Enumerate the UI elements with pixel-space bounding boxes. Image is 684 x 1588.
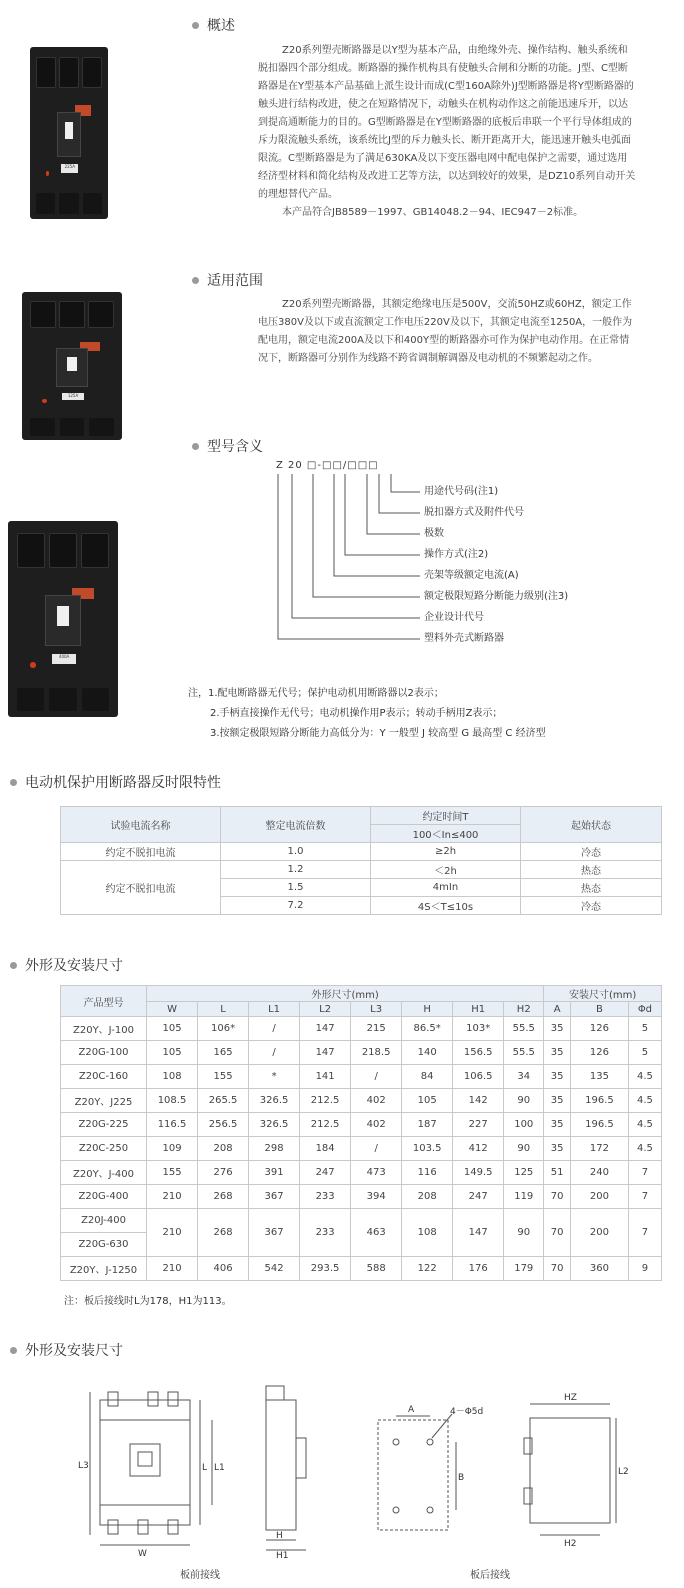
dim-b: B	[458, 1473, 465, 1483]
t1-cell: 1.5	[221, 879, 371, 897]
dimensions-table	[60, 985, 662, 1281]
table-row	[61, 1185, 662, 1209]
t2-cell: 268	[198, 1209, 249, 1257]
drawings-heading	[10, 1340, 123, 1360]
model-code-diagram	[270, 460, 430, 650]
t2-cell: 233	[300, 1209, 351, 1257]
dim-w: W	[138, 1549, 147, 1559]
t2-cell: 103*	[453, 1017, 504, 1041]
product-image-1	[30, 47, 108, 219]
t2-cell: 35	[544, 1113, 571, 1137]
t2-cell: 35	[544, 1065, 571, 1089]
t1-header-multiple: 整定电流倍数	[221, 807, 371, 843]
t2-cell: 70	[544, 1257, 571, 1281]
table-row	[61, 1113, 662, 1137]
t2-cell: 276	[198, 1161, 249, 1185]
t2-cell: 55.5	[504, 1017, 544, 1041]
t2-cell: 90	[504, 1209, 544, 1257]
dimension-drawings	[60, 1380, 660, 1560]
t2-cell: 256.5	[198, 1113, 249, 1137]
t2-cell: 35	[544, 1137, 571, 1161]
product-image-2	[22, 292, 122, 440]
t2-cell: 4.5	[628, 1137, 661, 1161]
t2-cell: 155	[198, 1065, 249, 1089]
t2-cell: 105	[147, 1041, 198, 1065]
t2-cell: 34	[504, 1065, 544, 1089]
dim-l: L	[202, 1463, 208, 1473]
bullet-icon	[192, 22, 199, 29]
t2-subheader: B	[571, 1002, 629, 1017]
t2-subheader: L1	[249, 1002, 300, 1017]
t2-cell: /	[351, 1065, 402, 1089]
table-row	[61, 1161, 662, 1185]
table-row	[61, 861, 662, 879]
t2-subheader: H2	[504, 1002, 544, 1017]
t2-subheader: A	[544, 1002, 571, 1017]
drawings-title: 外形及安装尺寸	[25, 1343, 123, 1359]
t2-model-cell: Z20C-250	[61, 1137, 147, 1161]
t2-subheader: Φd	[628, 1002, 661, 1017]
t2-cell: 106*	[198, 1017, 249, 1041]
model-labels	[424, 485, 568, 653]
t2-cell: 196.5	[571, 1113, 629, 1137]
t2-cell: 70	[544, 1185, 571, 1209]
t2-cell: 176	[453, 1257, 504, 1281]
model-label-8: 塑料外壳式断路器	[424, 633, 504, 644]
t2-cell: 4.5	[628, 1065, 661, 1089]
t2-cell: 463	[351, 1209, 402, 1257]
t2-cell: 106.5	[453, 1065, 504, 1089]
scope-text	[258, 296, 636, 368]
t2-cell: 212.5	[300, 1113, 351, 1137]
t1-cell: ＜2h	[371, 861, 521, 879]
t2-cell: 394	[351, 1185, 402, 1209]
table1-title: 电动机保护用断路器反时限特性	[25, 775, 221, 791]
t2-subheader: L3	[351, 1002, 402, 1017]
t2-cell: 402	[351, 1089, 402, 1113]
t2-cell: 7	[628, 1185, 661, 1209]
t2-cell: 35	[544, 1089, 571, 1113]
t2-cell: 360	[571, 1257, 629, 1281]
t2-model-cell: Z20Y、J-1250	[61, 1257, 147, 1281]
t2-cell: 135	[571, 1065, 629, 1089]
t1-cell: 约定不脱扣电流	[61, 861, 221, 915]
table2-title: 外形及安装尺寸	[25, 958, 123, 974]
t2-cell: 473	[351, 1161, 402, 1185]
t2-cell: 215	[351, 1017, 402, 1041]
table2-note: 注：板后接线时L为178，H1为113。	[64, 1296, 232, 1307]
t2-cell: 4.5	[628, 1089, 661, 1113]
t2-model-cell: Z20G-225	[61, 1113, 147, 1137]
t2-cell: 70	[544, 1209, 571, 1257]
t2-cell: 298	[249, 1137, 300, 1161]
t2-cell: 406	[198, 1257, 249, 1281]
t2-cell: 109	[147, 1137, 198, 1161]
dim-l1: L1	[214, 1463, 225, 1473]
t2-header-install: 安装尺寸(mm)	[544, 986, 662, 1002]
t2-subheader: H1	[453, 1002, 504, 1017]
scope-paragraph: Z20系列塑壳断路器，其额定绝缘电压是500V，交流50HZ或60HZ，额定工作电压380V及以下或直流额定工作电压220V及以下，其额定电流至1250A，一般作为配电用，额定电流200A及以下和400Y型的断路器亦可作为保护电动作用。在正常情况下，断路器可分别作为线路不跨省调制解调器及电动机的不频繁起动之作。	[258, 299, 633, 364]
t2-cell: 542	[249, 1257, 300, 1281]
t1-cell: ≥2h	[371, 843, 521, 861]
model-code: Z 20 □-□□/□□□	[276, 460, 379, 471]
table-row	[61, 1017, 662, 1041]
t2-cell: 227	[453, 1113, 504, 1137]
t2-cell: 179	[504, 1257, 544, 1281]
scope-title: 适用范围	[207, 273, 263, 289]
dim-h: H	[276, 1531, 283, 1541]
table-row	[61, 1041, 662, 1065]
t2-subheader: L	[198, 1002, 249, 1017]
overview-paragraph-2: 本产品符合JB8589－1997、GB14048.2－94、IEC947－2标准。	[282, 207, 584, 218]
t2-cell: 141	[300, 1065, 351, 1089]
dim-hole: 4－Φ5d	[450, 1407, 484, 1417]
overview-heading	[192, 15, 235, 35]
t2-cell: 108.5	[147, 1089, 198, 1113]
t2-model-cell: Z20G-630	[61, 1233, 147, 1257]
overview-paragraph-1: Z20系列塑壳断路器是以Y型为基本产品，由绝缘外壳、操作结构、触头系统和脱扣器四个部分组成。断路器的操作机构具有使触头合闸和分断的功能。J型、C型断路器是在Y型基本产品基础上派生设计而成(C型160A除外)J型断路器是将Y型断路器的触头进行结构改进，使之在短路情况下，动触头在机构动作这之前能迅速斥开，以达到提高通断能力的目的。G型断路器是在Y型断路器的底板后串联一个平行导体组成的斥力限流触头系统，该系统比J型的斥力触头长、断开距离开大，能迅速开触头电弧面限流。C型断路器是为了满足630KA及以下变压器电网中配电保护之需要，通过选用经济型材料和简化结构及改进工艺等方法，以达到较好的效果，是DZ10系列自动开关的理想替代产品。	[258, 45, 636, 200]
product-rating-2: 125A	[62, 393, 84, 400]
bullet-icon	[10, 962, 17, 969]
t2-cell: 326.5	[249, 1113, 300, 1137]
dim-l2: L2	[618, 1467, 629, 1477]
scope-heading	[192, 270, 263, 290]
t2-cell: 5	[628, 1017, 661, 1041]
t2-cell: 200	[571, 1209, 629, 1257]
dim-h2: H2	[564, 1539, 577, 1549]
t2-cell: 108	[147, 1065, 198, 1089]
t2-cell: 116	[402, 1161, 453, 1185]
caption-front-wiring: 板前接线	[180, 1570, 220, 1581]
t2-cell: 116.5	[147, 1113, 198, 1137]
bullet-icon	[192, 277, 199, 284]
t1-header-state: 起始状态	[521, 807, 662, 843]
t2-cell: 126	[571, 1017, 629, 1041]
t2-header-model: 产品型号	[61, 986, 147, 1017]
t2-cell: /	[249, 1017, 300, 1041]
t2-cell: 126	[571, 1041, 629, 1065]
table-row	[61, 1257, 662, 1281]
t2-cell: 210	[147, 1257, 198, 1281]
bullet-icon	[192, 443, 199, 450]
t2-cell: 172	[571, 1137, 629, 1161]
t2-cell: 84	[402, 1065, 453, 1089]
t2-cell: 367	[249, 1185, 300, 1209]
model-label-4: 操作方式(注2)	[424, 549, 489, 560]
t2-subheader: W	[147, 1002, 198, 1017]
dim-h1: H1	[276, 1551, 289, 1560]
t2-cell: 105	[147, 1017, 198, 1041]
t2-model-cell: Z20Y、J-100	[61, 1017, 147, 1041]
t2-cell: 208	[402, 1185, 453, 1209]
t1-cell: 热态	[521, 861, 662, 879]
t2-cell: 103.5	[402, 1137, 453, 1161]
t2-model-cell: Z20C-160	[61, 1065, 147, 1089]
t2-cell: 212.5	[300, 1089, 351, 1113]
model-title: 型号含义	[207, 439, 263, 455]
t2-cell: 218.5	[351, 1041, 402, 1065]
product-rating-1: 225A	[61, 164, 78, 173]
t1-cell: 4mIn	[371, 879, 521, 897]
t2-model-cell: Z20G-400	[61, 1185, 147, 1209]
t2-cell: 165	[198, 1041, 249, 1065]
table-row	[61, 843, 662, 861]
t2-cell: 147	[300, 1017, 351, 1041]
t2-cell: 155	[147, 1161, 198, 1185]
t2-cell: 9	[628, 1257, 661, 1281]
t2-cell: 125	[504, 1161, 544, 1185]
t1-cell: 1.2	[221, 861, 371, 879]
dim-l3: L3	[78, 1461, 89, 1471]
t2-header-outer: 外形尺寸(mm)	[147, 986, 544, 1002]
t2-cell: 391	[249, 1161, 300, 1185]
t2-cell: 156.5	[453, 1041, 504, 1065]
table-row	[61, 1065, 662, 1089]
model-label-3: 极数	[424, 528, 444, 539]
t2-cell: 326.5	[249, 1089, 300, 1113]
t2-cell: 35	[544, 1041, 571, 1065]
t2-cell: *	[249, 1065, 300, 1089]
t2-cell: 210	[147, 1209, 198, 1257]
inverse-time-table	[60, 806, 662, 915]
table-row	[61, 1137, 662, 1161]
model-label-1: 用途代号码(注1)	[424, 486, 499, 497]
t2-cell: 588	[351, 1257, 402, 1281]
bullet-icon	[10, 1347, 17, 1354]
t1-cell: 热态	[521, 879, 662, 897]
t2-cell: 35	[544, 1017, 571, 1041]
t2-cell: 122	[402, 1257, 453, 1281]
t1-cell: 约定不脱扣电流	[61, 843, 221, 861]
t2-cell: 108	[402, 1209, 453, 1257]
t2-cell: 367	[249, 1209, 300, 1257]
table-row	[61, 1089, 662, 1113]
t2-cell: 90	[504, 1137, 544, 1161]
model-heading	[192, 436, 263, 456]
t2-cell: 51	[544, 1161, 571, 1185]
t2-cell: 265.5	[198, 1089, 249, 1113]
t2-cell: 55.5	[504, 1041, 544, 1065]
t2-cell: 5	[628, 1041, 661, 1065]
t2-cell: 208	[198, 1137, 249, 1161]
dim-a: A	[408, 1405, 415, 1415]
table1-heading	[10, 772, 221, 792]
t2-cell: 402	[351, 1113, 402, 1137]
model-note-1: 注，1.配电断路器无代号；保护电动机用断路器以2表示；	[188, 688, 444, 699]
table-row	[61, 1209, 662, 1233]
model-label-5: 壳架等级额定电流(A)	[424, 570, 519, 581]
t2-cell: 149.5	[453, 1161, 504, 1185]
dim-hz: HZ	[564, 1393, 577, 1403]
model-note-3: 3.按额定极限短路分断能力高低分为：Y 一般型 J 较高型 G 最高型 C 经济型	[210, 728, 546, 739]
t2-cell: 86.5*	[402, 1017, 453, 1041]
t1-cell: 7.2	[221, 897, 371, 915]
t2-cell: 119	[504, 1185, 544, 1209]
t2-cell: 247	[453, 1185, 504, 1209]
table2-heading	[10, 955, 123, 975]
t2-model-cell: Z20Y、J225	[61, 1089, 147, 1113]
t2-cell: 100	[504, 1113, 544, 1137]
t1-cell: 4S＜T≤10s	[371, 897, 521, 915]
product-rating-3: 400A	[52, 654, 76, 664]
t2-cell: 196.5	[571, 1089, 629, 1113]
t2-cell: 293.5	[300, 1257, 351, 1281]
t2-cell: 184	[300, 1137, 351, 1161]
model-label-6: 额定极限短路分断能力级别(注3)	[424, 591, 569, 602]
t2-cell: 200	[571, 1185, 629, 1209]
caption-back-wiring: 板后接线	[470, 1570, 510, 1581]
model-label-2: 脱扣器方式及附件代号	[424, 507, 524, 518]
overview-text	[258, 42, 636, 222]
t1-header-time: 约定时间T	[371, 807, 521, 825]
bullet-icon	[10, 779, 17, 786]
t2-cell: 7	[628, 1209, 661, 1257]
t2-cell: 147	[300, 1041, 351, 1065]
t2-subheader: L2	[300, 1002, 351, 1017]
model-note-2: 2.手柄直接操作无代号；电动机操作用P表示；转动手柄用Z表示；	[210, 708, 503, 719]
t2-cell: /	[249, 1041, 300, 1065]
t2-cell: 7	[628, 1161, 661, 1185]
overview-title: 概述	[207, 18, 235, 34]
t2-cell: 140	[402, 1041, 453, 1065]
t2-cell: 4.5	[628, 1113, 661, 1137]
t2-cell: 90	[504, 1089, 544, 1113]
t2-model-cell: Z20G-100	[61, 1041, 147, 1065]
t2-subheader: H	[402, 1002, 453, 1017]
t2-cell: 240	[571, 1161, 629, 1185]
t1-header-name: 试验电流名称	[61, 807, 221, 843]
t2-cell: 105	[402, 1089, 453, 1113]
t2-cell: 187	[402, 1113, 453, 1137]
t2-cell: 147	[453, 1209, 504, 1257]
t2-model-cell: Z20J-400	[61, 1209, 147, 1233]
t2-cell: 268	[198, 1185, 249, 1209]
t1-cell: 冷态	[521, 843, 662, 861]
t2-cell: 142	[453, 1089, 504, 1113]
model-label-7: 企业设计代号	[424, 612, 484, 623]
model-notes	[188, 684, 546, 744]
t2-cell: 247	[300, 1161, 351, 1185]
t1-header-time-sub: 100＜In≤400	[371, 825, 521, 843]
t1-cell: 冷态	[521, 897, 662, 915]
t2-cell: /	[351, 1137, 402, 1161]
t2-cell: 210	[147, 1185, 198, 1209]
t2-cell: 233	[300, 1185, 351, 1209]
t1-cell: 1.0	[221, 843, 371, 861]
t2-cell: 412	[453, 1137, 504, 1161]
t2-model-cell: Z20Y、J-400	[61, 1161, 147, 1185]
product-image-3	[8, 521, 118, 717]
